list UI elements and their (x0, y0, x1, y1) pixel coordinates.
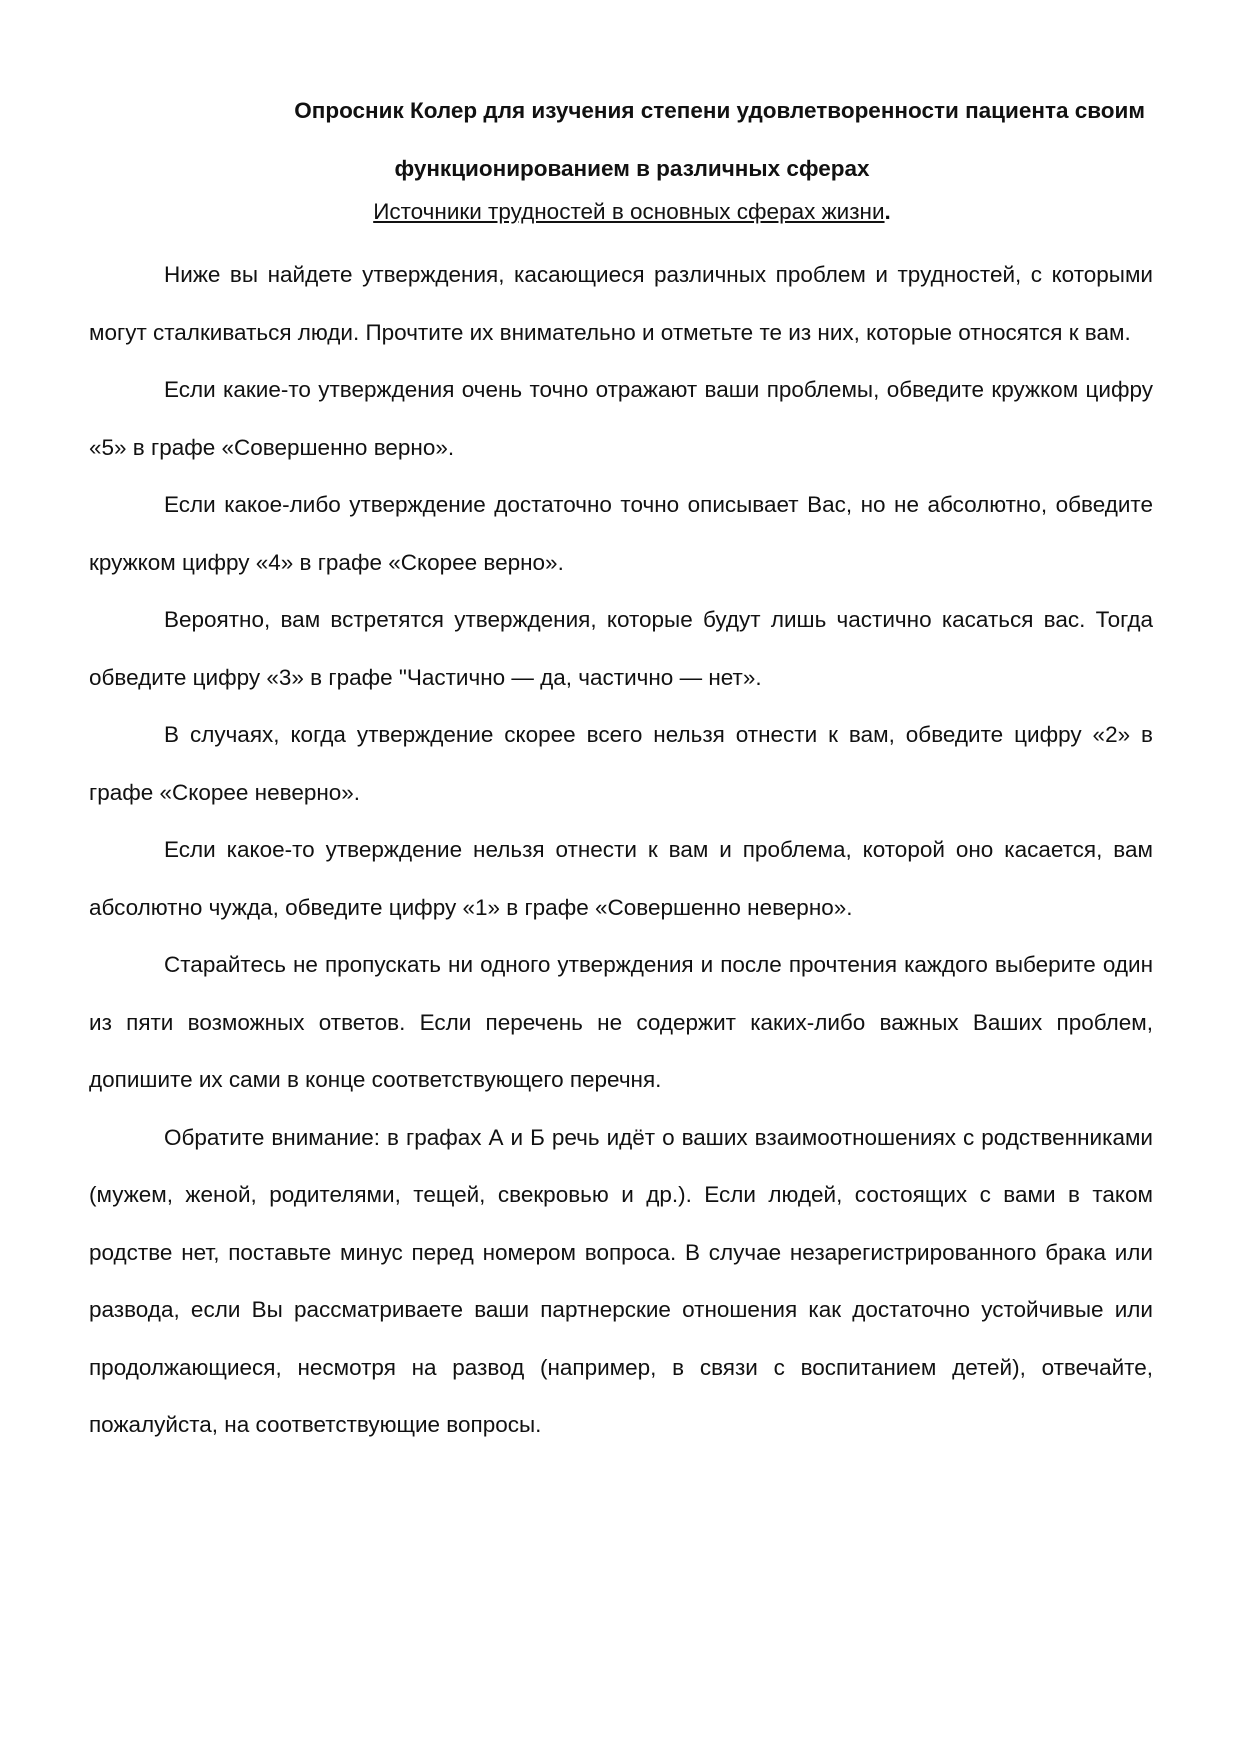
instruction-paragraph-4: Вероятно, вам встретятся утверждения, которые будут лишь частично касаться вас. Тогда обведите цифру «3» в графе "Частично — да, частично — нет». (89, 607, 1153, 690)
instruction-paragraph-7: Старайтесь не пропускать ни одного утверждения и после прочтения каждого выберите один из пяти возможных ответов. Если перечень не содержит каких-либо важных Ваших проблем, допишите их сами в конце соответствующего перечня. (89, 952, 1153, 1092)
section-subtitle-text: Источники трудностей в основных сферах жизни (373, 199, 885, 224)
instruction-paragraph-8: Обратите внимание: в графах А и Б речь идёт о ваших взаимоотношениях с родственниками (мужем, женой, родителями, тещей, свекровью и др.). Если людей, состоящих с вами в таком родстве нет, поставьте минус перед номером вопроса. В случае незарегистрированного брака или развода, если Вы рассматриваете ваши партнерские отношения как достаточно устойчивые или продолжающиеся, несмотря на развод (например, в связи с воспитанием детей), отвечайте, пожалуйста, на соответствующие вопросы. (89, 1124, 1153, 1437)
document-title-line-1: Опросник Колер для изучения степени удовлетворенности пациента своим (294, 98, 1145, 123)
instruction-paragraph-3: Если какое-либо утверждение достаточно точно описывает Вас, но не абсолютно, обведите кружком цифру «4» в графе «Скорее верно». (89, 492, 1153, 575)
instruction-paragraph-5: В случаях, когда утверждение скорее всего нельзя отнести к вам, обведите цифру «2» в графе «Скорее неверно». (89, 722, 1153, 805)
instruction-paragraph-1: Ниже вы найдете утверждения, касающиеся различных проблем и трудностей, с которыми могут сталкиваться люди. Прочтите их внимательно и отметьте те из них, которые относятся к вам. (89, 262, 1153, 345)
section-subtitle-period: . (884, 199, 891, 224)
section-subtitle (89, 192, 1153, 232)
instruction-paragraph-6: Если какое-то утверждение нельзя отнести к вам и проблема, которой оно касается, вам абсолютно чужда, обведите цифру «1» в графе «Совершенно неверно». (89, 837, 1153, 920)
instruction-paragraph-2: Если какие-то утверждения очень точно отражают ваши проблемы, обведите кружком цифру «5» в графе «Совершенно верно». (89, 377, 1153, 460)
document-title-line-2: функционированием в различных сферах (394, 156, 870, 181)
instructions-body (89, 246, 1153, 1454)
